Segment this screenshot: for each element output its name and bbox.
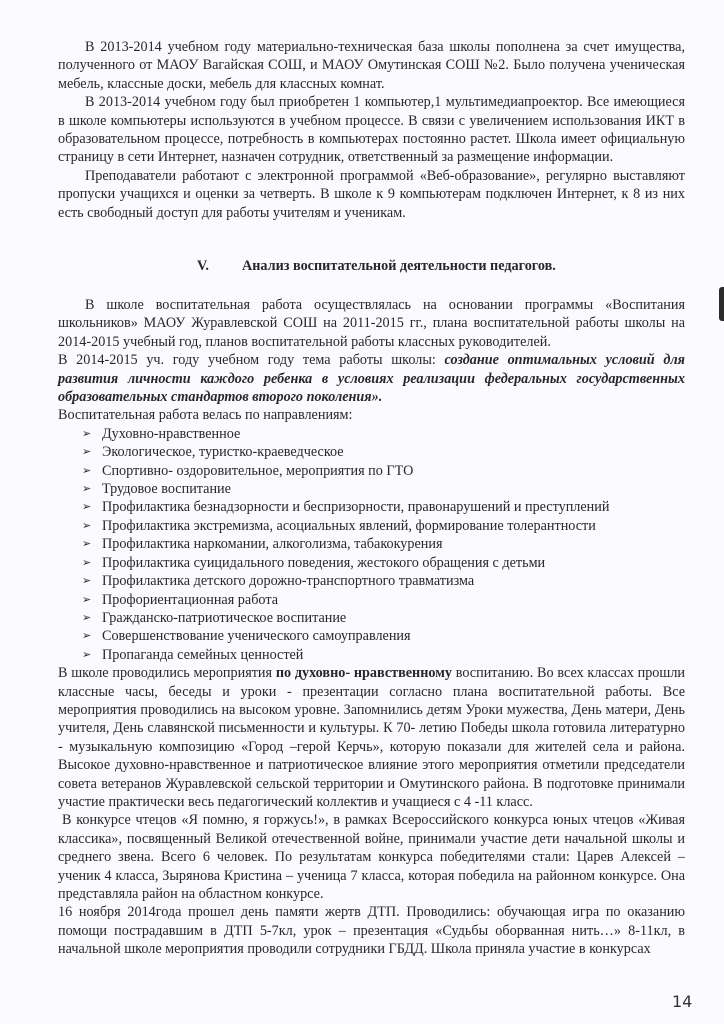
- list-item: ➢ Профилактика экстремизма, асоциальных явлений, формирование толерантности: [82, 517, 596, 534]
- arrow-bullet-icon: ➢: [82, 427, 92, 440]
- list-item: ➢ Экологическое, туристко-краеведческое: [82, 444, 344, 461]
- list-item: ➢ Профилактика суицидального поведения, жестокого обращения с детьми: [82, 554, 546, 571]
- arrow-bullet-icon: ➢: [82, 648, 92, 661]
- arrow-bullet-icon: ➢: [82, 575, 92, 588]
- list-item: ➢ Профилактика наркомании, алкоголизма, табакокурения: [82, 536, 443, 553]
- arrow-bullet-icon: ➢: [82, 538, 92, 551]
- page-number: 14: [672, 992, 693, 1011]
- arrow-bullet-icon: ➢: [82, 446, 92, 459]
- spiritual-bold: по духовно- нравственному: [275, 665, 452, 682]
- arrow-bullet-icon: ➢: [82, 593, 92, 606]
- arrow-bullet-icon: ➢: [82, 519, 92, 532]
- directions-intro: Воспитательная работа велась по направлениям:: [58, 407, 353, 424]
- list-item: ➢ Пропаганда семейных ценностей: [82, 646, 304, 663]
- arrow-bullet-icon: ➢: [82, 556, 92, 569]
- paragraph-web-education: Преподаватели работают с электронной программой «Веб-образование», регулярно выставляют пропуски учащихся и оценки за четверть. В школе к 9 компьютерам подключен Интернет, к 8 из них есть свободный доступ для работы учителям и ученикам.: [58, 167, 685, 221]
- intro-section: [58, 38, 685, 222]
- arrow-bullet-icon: ➢: [82, 611, 92, 624]
- list-item: ➢ Духовно-нравственное: [82, 425, 241, 442]
- arrow-bullet-icon: ➢: [82, 464, 92, 477]
- list-item: ➢ Трудовое воспитание: [82, 481, 231, 498]
- arrow-bullet-icon: ➢: [82, 501, 92, 514]
- directions-list: [58, 425, 685, 664]
- list-item: ➢ Профилактика безнадзорности и беспризорности, правонарушений и преступлений: [82, 499, 610, 516]
- arrow-bullet-icon: ➢: [82, 630, 92, 643]
- paragraph-school-theme: [58, 351, 685, 406]
- theme-prefix: В 2014-2015 уч. году учебном году тема работы школы:: [58, 352, 445, 369]
- paragraph-spiritual-education: В школе проводились мероприятия по духовно- нравственному воспитанию. Во всех классах прошли классные часы, беседы и уроки - презентации согласно плана воспитательной работы. Все мероприятия проводились на высоком уровне. Запомнились детям Уроки мужества, День матери, День учителя, День славянской письменности и культуры. К 70- летию Победы школа готовила литературно - музыкальную композицию «Город –герой Керчь», которую показали для жителей села и района. Высокое духовно-нравственное и патриотическое влияние этого мероприятия отметили председатели совета ветеранов Журавлевской сельской территории и Омутинского района. В подготовке принимали участие практически весь педагогический коллектив и учащиеся с 4 -11 класс.: [58, 665, 685, 810]
- paragraph-road-safety: 16 ноября 2014года прошел день памяти жертв ДТП. Проводились: обучающая игра по оказанию помощи пострадавшим в ДТП 5-7кл, урок – презентация «Судьбы оборванная нить…» 8-11кл, в начальной школе мероприятия проводили сотрудники ГБДД. Школа приняла участие в конкурсах: [58, 904, 685, 958]
- paragraph-computers: В 2013-2014 учебном году был приобретен 1 компьютер,1 мультимедиапроектор. Все имеющиеся в школе компьютеры используются в учебном процессе. В связи с увеличением использования ИКТ в образовательном процессе, потребность в компьютерах постоянно растет. Школа имеет официальную страницу в сети Интернет, назначен сотрудник, ответственный за размещение информации.: [58, 94, 685, 166]
- arrow-bullet-icon: ➢: [82, 483, 92, 496]
- paragraph-material-base: В 2013-2014 учебном году материально-техническая база школы пополнена за счет имущества, полученного от МАОУ Вагайская СОШ, и МАОУ Омутинская СОШ №2. Было получена ученическая мебель, классные доски, мебель для классных комнат.: [58, 39, 685, 92]
- list-item: ➢ Спортивно- оздоровительное, мероприятия по ГТО: [82, 462, 414, 479]
- scan-edge-mark: [719, 287, 724, 321]
- section-number: V.: [197, 258, 209, 274]
- paragraph-basis: В школе воспитательная работа осуществлялась на основании программы «Воспитания школьников» МАОУ Журавлевской СОШ на 2011-2015 гг., плана воспитательной работы школы на 2014-2015 учебный год, планов воспитательной работы классных руководителей.: [58, 297, 685, 350]
- theme-emphasis: создание оптимальных условий для развития личности каждого ребенка в условиях реализации федеральных государственных образовательных стандартов второго поколения».: [58, 352, 685, 406]
- upbringing-section: [58, 296, 685, 959]
- list-item: ➢ Совершенствование ученического самоуправления: [82, 628, 411, 645]
- paragraph-reading-contest: В конкурсе чтецов «Я помню, я горжусь!», в рамках Всероссийского конкурса юных чтецов «Живая классика», посвященный Великой отечественной войне, принимали участие дети начальной школы и среднего звена. Всего 6 человек. По результатам конкурса победителями стали: Царев Алексей – ученик 4 класса, Зырянова Кристина – ученица 7 класса, которая победила на районном конкурсе. Она представляла район на областном конкурсе.: [58, 812, 685, 902]
- list-item: ➢ Профилактика детского дорожно-транспортного травматизма: [82, 573, 475, 590]
- list-item: ➢ Профориентационная работа: [82, 591, 278, 608]
- list-item: ➢ Гражданско-патриотическое воспитание: [82, 609, 347, 626]
- section-title: Анализ воспитательной деятельности педагогов.: [242, 258, 556, 274]
